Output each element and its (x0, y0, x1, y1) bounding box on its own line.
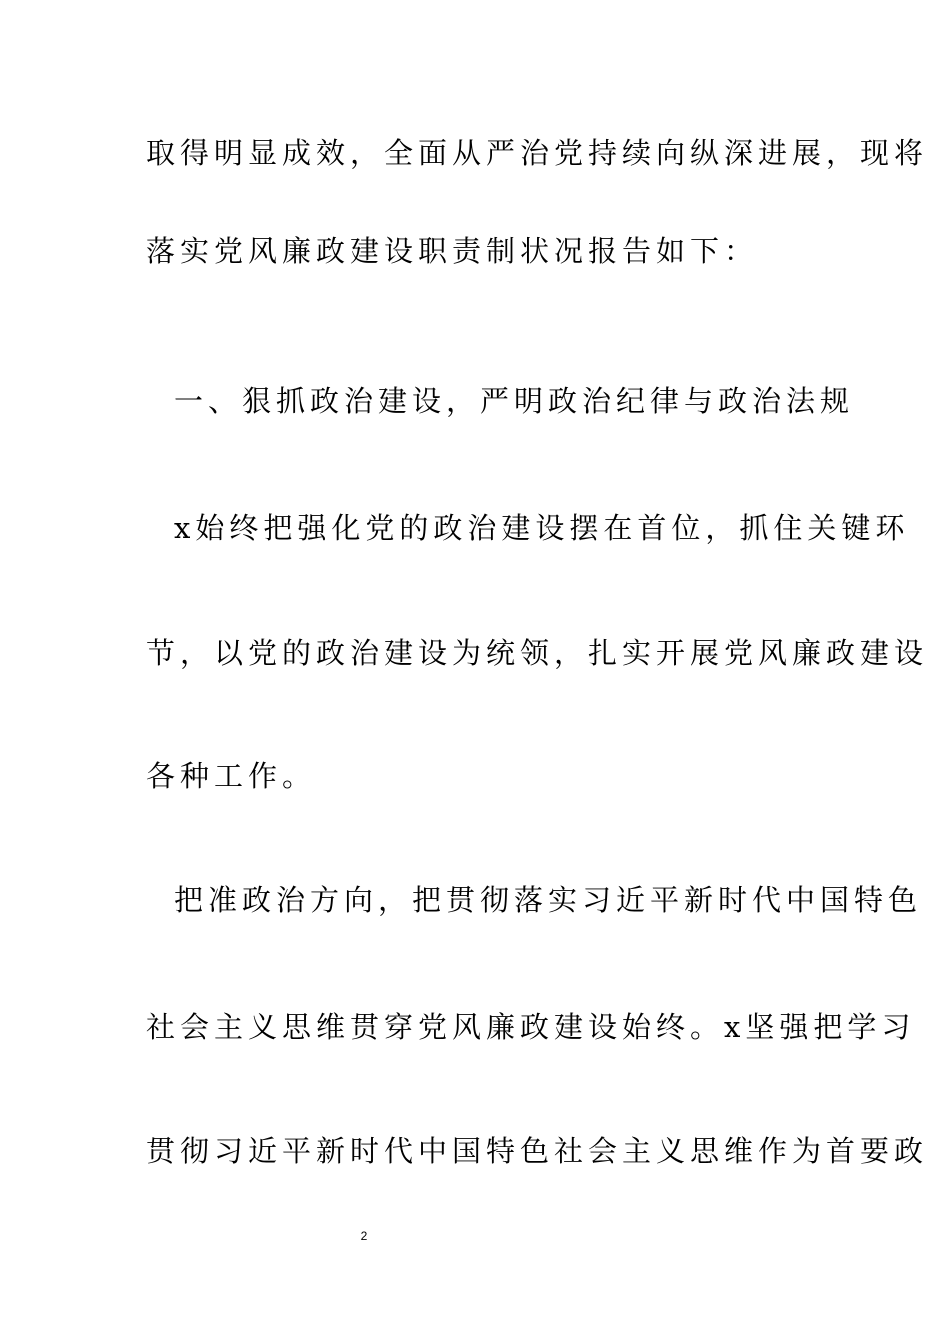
body-text-line: 取得明显成效，全面从严治党持续向纵深进展，现将 (146, 136, 929, 170)
body-text-line: 各种工作。 (146, 759, 317, 793)
body-text-line: 节，以党的政治建设为统领，扎实开展党风廉政建设 (146, 636, 929, 670)
section-heading: 一、狠抓政治建设，严明政治纪律与政治法规 (174, 384, 855, 418)
body-text-line: 贯彻习近平新时代中国特色社会主义思维作为首要政 (146, 1134, 929, 1168)
page-number: 2 (360, 1229, 368, 1243)
body-text-line: 落实党风廉政建设职责制状况报告如下： (146, 234, 759, 268)
body-text-line: 社会主义思维贯穿党风廉政建设始终。x坚强把学习 (146, 1010, 916, 1044)
body-text-line: 把准政治方向，把贯彻落实习近平新时代中国特色 (174, 883, 923, 917)
body-text-line: x始终把强化党的政治建设摆在首位，抓住关键环 (174, 511, 910, 545)
